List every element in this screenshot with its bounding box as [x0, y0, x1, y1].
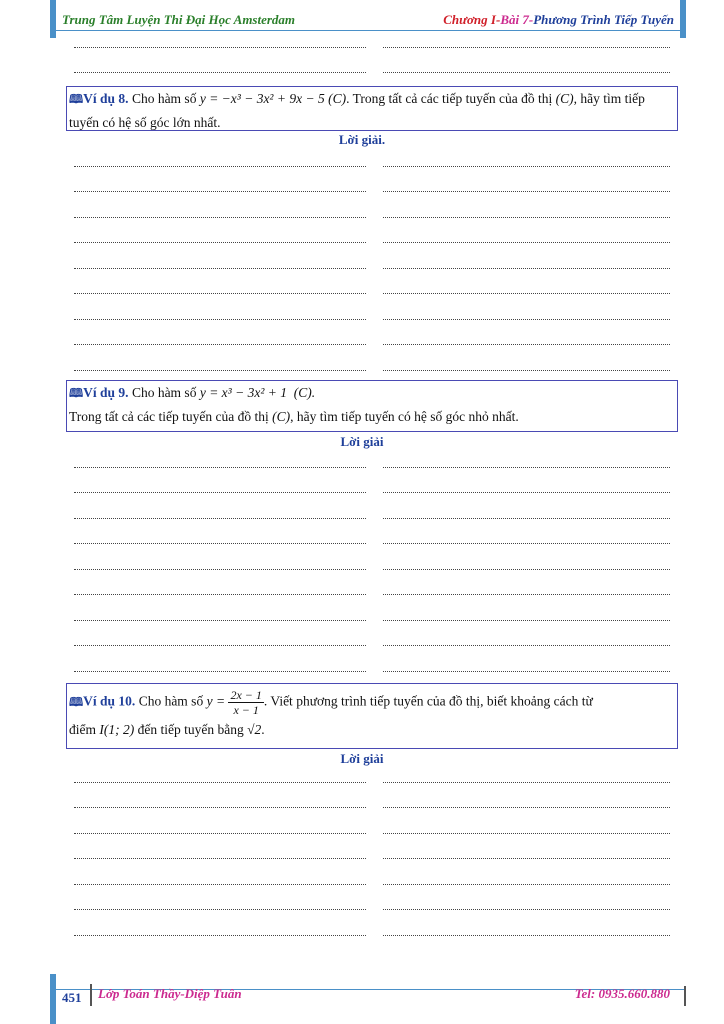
example-9-solution-label: Lời giải	[340, 434, 384, 449]
answer-line	[74, 889, 670, 915]
answer-line	[74, 787, 670, 813]
header-lesson: Bài 7-	[500, 12, 534, 27]
answer-line	[74, 812, 670, 838]
example-9-text1: Trong tất cả các tiếp tuyến của đồ thị	[69, 409, 269, 424]
footer-phone: Tel: 0935.660.880	[574, 986, 670, 1001]
example-10-denominator: x − 1	[233, 703, 259, 717]
footer-left-bar	[50, 974, 56, 1024]
answer-line	[74, 914, 670, 940]
page-number: 451	[62, 990, 82, 1005]
book-icon: 🕮	[69, 92, 83, 106]
answer-line	[74, 273, 670, 299]
answer-line	[74, 222, 670, 248]
example-8-text2: , hãy tìm tiếp tuyến có hệ số góc lớn nhất.	[69, 91, 645, 130]
answer-lines-example-9	[74, 446, 670, 676]
example-10-text3: đến tiếp tuyến bằng	[137, 722, 244, 737]
example-8-text1: . Trong tất cả các tiếp tuyến của đồ thị	[346, 91, 553, 106]
answer-lines-top	[74, 26, 670, 77]
example-10-formula-lhs: y =	[206, 693, 226, 709]
example-8-curve2: (C)	[555, 91, 574, 106]
example-9-formula: y = x³ − 3x² + 1	[199, 385, 287, 400]
example-9-intro: Cho hàm số	[131, 385, 197, 400]
example-10-end: .	[261, 722, 265, 737]
footer-separator	[90, 984, 92, 1006]
example-9-box	[66, 380, 678, 432]
header-chapter: Chương I-	[443, 12, 501, 27]
answer-line	[74, 247, 670, 273]
answer-line	[74, 761, 670, 787]
example-10-solution-label: Lời giải	[340, 751, 384, 766]
header-left-bar	[50, 0, 56, 38]
example-8-solution-label: Lời giải.	[338, 132, 386, 147]
example-10-label: Ví dụ 10.	[83, 693, 136, 709]
example-10-text2: điểm	[69, 722, 96, 737]
answer-line	[74, 523, 670, 549]
example-10-text1: . Viết phương trình tiếp tuyến của đồ thị, biết khoảng cách từ	[263, 693, 593, 709]
answer-line	[74, 472, 670, 498]
answer-line	[74, 145, 670, 171]
answer-line	[74, 650, 670, 676]
answer-line	[74, 349, 670, 375]
answer-line	[74, 574, 670, 600]
book-icon: 🕮	[69, 386, 83, 400]
answer-line	[74, 171, 670, 197]
answer-line	[74, 324, 670, 350]
book-icon: 🕮	[69, 694, 83, 709]
header-lesson-title: Phương Trình Tiếp Tuyến	[533, 12, 674, 27]
example-8-formula: y = −x³ − 3x² + 9x − 5	[199, 91, 325, 106]
answer-line	[74, 446, 670, 472]
example-8-curve: (C)	[328, 91, 347, 106]
answer-line	[74, 548, 670, 574]
answer-line	[74, 497, 670, 523]
header-center-name: Trung Tâm Luyện Thi Đại Học Amsterdam	[62, 12, 296, 27]
footer-right-bar	[684, 986, 686, 1006]
example-10-point: I(1; 2)	[99, 722, 135, 737]
answer-lines-example-10	[74, 761, 670, 940]
answer-line	[74, 26, 670, 52]
example-8-box	[66, 86, 678, 131]
example-9-label: Ví dụ 9.	[83, 385, 129, 400]
example-9-curve: (C).	[293, 385, 316, 400]
example-9-text2: , hãy tìm tiếp tuyến có hệ số góc nhỏ nhất.	[290, 409, 519, 424]
answer-lines-example-8	[74, 145, 670, 375]
answer-line	[74, 196, 670, 222]
example-10-intro: Cho hàm số	[138, 693, 204, 709]
answer-line	[74, 599, 670, 625]
example-10-distance: √2	[247, 722, 262, 737]
answer-line	[74, 863, 670, 889]
answer-line	[74, 298, 670, 324]
footer-teacher: Lớp Toán Thầy-Diệp Tuân	[98, 986, 242, 1001]
answer-line	[74, 52, 670, 78]
example-8-label: Ví dụ 8.	[83, 91, 129, 106]
answer-line	[74, 838, 670, 864]
example-8-intro: Cho hàm số	[131, 91, 197, 106]
example-10-box	[66, 683, 678, 749]
example-10-fraction	[228, 688, 263, 717]
example-9-curve2: (C)	[272, 409, 291, 424]
header-right-bar	[680, 0, 686, 38]
example-10-numerator: 2x − 1	[230, 688, 262, 702]
answer-line	[74, 625, 670, 651]
